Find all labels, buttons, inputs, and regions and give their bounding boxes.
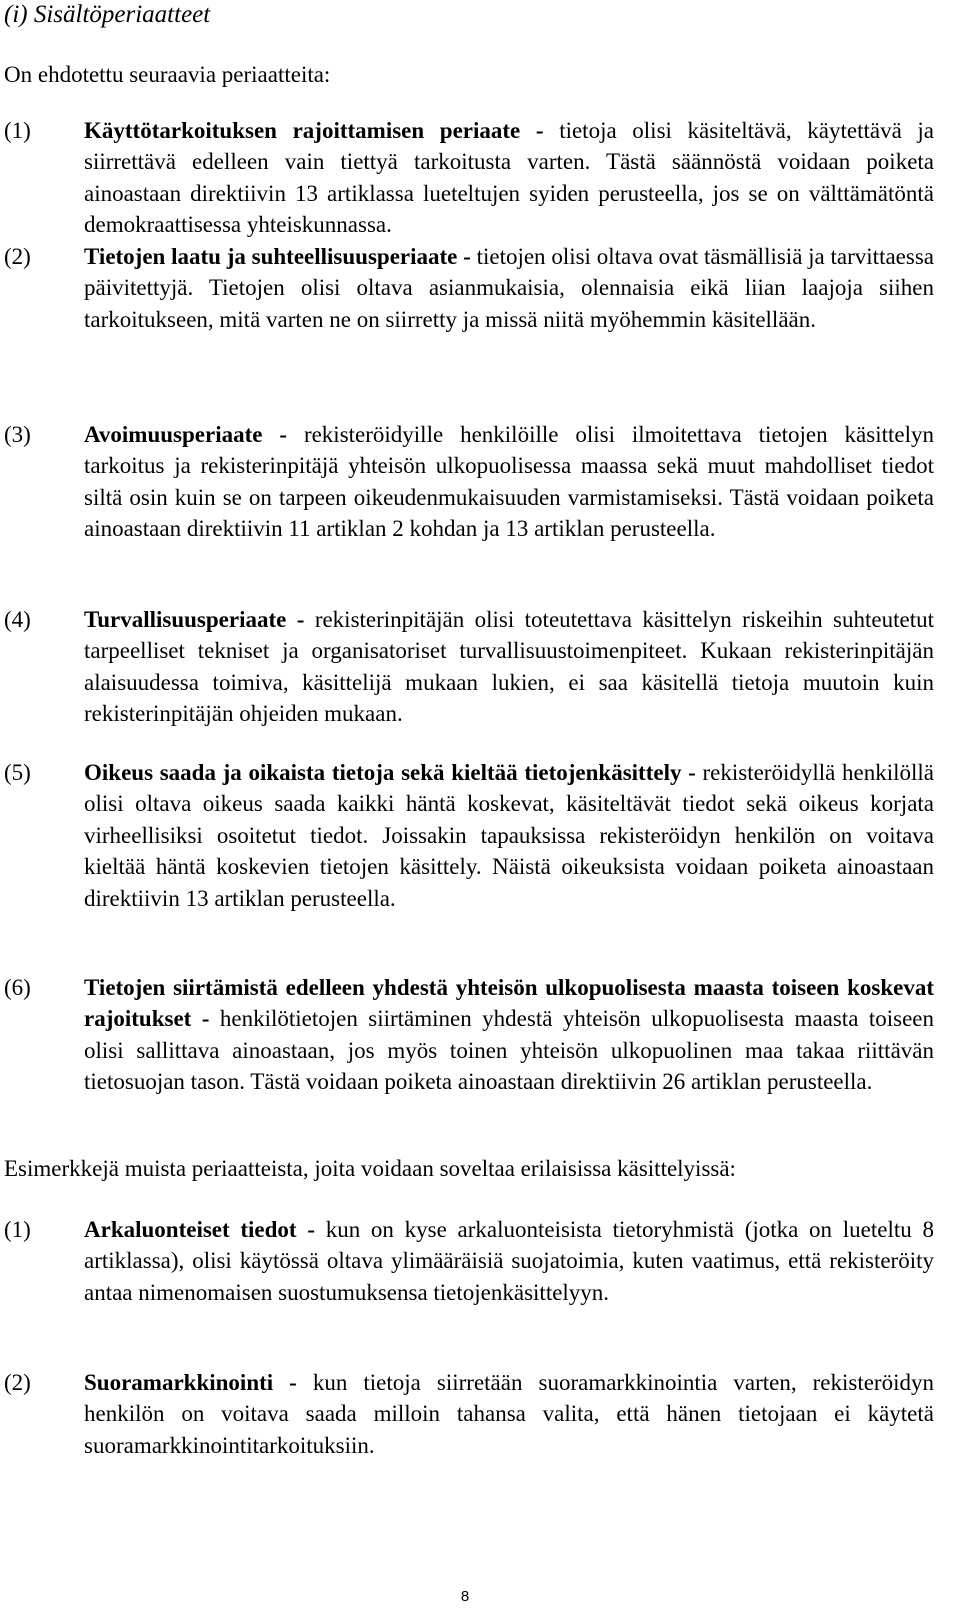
item-text: rekisteröidyille henkilöille olisi ilmoitettava tietojen käsittelyn tarkoitus ja rekisterinpitäjä yhteisön ulkopuolisessa maassa sekä muut mahdolliset tiedot siltä osin kuin se on tarpeen oikeudenmukaisuuden varmistamiseksi. Tästä voidaan poiketa ainoastaan direktiivin 11 artiklan 2 kohdan ja 13 artiklan perusteella.	[84, 422, 934, 542]
item-title: Avoimuusperiaate	[84, 422, 263, 447]
item-separator: -	[520, 118, 560, 143]
item-body	[84, 1367, 934, 1461]
item-separator: -	[262, 422, 304, 447]
item-title: Turvallisuusperiaate	[84, 607, 287, 632]
item-title: Käyttötarkoituksen rajoittamisen periaate	[84, 118, 521, 143]
item-text: rekisterinpitäjän olisi toteutettava käsittelyn riskeihin suhteutetut tarpeelliset tekniset ja organisatoriset turvallisuustoimenpiteet. Kukaan rekisterinpitäjän alaisuudessa toimiva, käsittelijä mukaan lukien, ei saa käsitellä tietoja muutoin kuin rekisterinpitäjän ohjeiden mukaan.	[84, 607, 934, 727]
item-separator: -	[273, 1370, 313, 1395]
item-title: Oikeus saada ja oikaista tietoja sekä kieltää tietojenkäsittely	[84, 760, 682, 785]
item-number: (1)	[4, 1217, 31, 1242]
item-separator: -	[286, 607, 315, 632]
item-separator: -	[296, 1217, 326, 1242]
item-body	[84, 604, 934, 730]
item-body	[84, 419, 934, 545]
item-number: (6)	[4, 975, 31, 1000]
item-text: kun tietoja siirretään suoramarkkinointia varten, rekisteröidyn henkilön on voitava saada milloin tahansa valita, että hänen tietojaan ei käytetä suoramarkkinointitarkoituksiin.	[84, 1370, 934, 1458]
item-text: rekisteröidyllä henkilöllä olisi oltava oikeus saada kaikki häntä koskevat, käsiteltävät tiedot sekä oikeus korjata virheellisiksi osoitetut tiedot. Joissakin tapauksissa rekisteröidyn henkilön on voitava kieltää häntä koskevien tietojen käsittely. Näistä oikeuksista voidaan poiketa ainoastaan direktiivin 13 artiklan perusteella.	[84, 760, 935, 911]
item-number: (3)	[4, 422, 31, 447]
section-heading: (i) Sisältöperiaatteet	[4, 1, 211, 28]
intro-paragraph: On ehdotettu seuraavia periaatteita:	[4, 62, 331, 87]
item-title: Tietojen laatu ja suhteellisuusperiaate	[84, 244, 458, 269]
item-title: Tietojen siirtämistä edelleen yhdestä yhteisön ulkopuolisesta maasta toiseen koskevat rajoitukset	[84, 975, 934, 1032]
item-number: (1)	[4, 118, 31, 143]
item-title: Arkaluonteiset tiedot	[84, 1217, 297, 1242]
item-separator: -	[681, 760, 703, 785]
item-title: Suoramarkkinointi	[84, 1370, 274, 1395]
page-number: 8	[460, 1588, 470, 1605]
item-separator: -	[191, 1006, 220, 1032]
item-number: (2)	[4, 244, 31, 269]
item-text: tietoja olisi käsiteltävä, käytettävä ja siirrettävä edelleen vain tiettyä tarkoitusta varten. Tästä säännöstä voidaan poiketa ainoastaan direktiivin 13 artiklassa lueteltujen syiden perusteella, jos se on välttämätöntä demokraattisessa yhteiskunnassa.	[84, 118, 934, 238]
item-number: (4)	[4, 607, 31, 632]
item-number: (5)	[4, 760, 31, 785]
item-separator: -	[457, 244, 477, 269]
item-text: tietojen olisi oltava ovat täsmällisiä ja tarvittaessa päivitettyjä. Tietojen olisi oltava asianmukaisia, olennaisia eikä liian laajoja siihen tarkoitukseen, mitä varten ne on siirretty ja missä niitä myöhemmin käsitellään.	[84, 244, 934, 332]
item-body	[84, 241, 934, 335]
item-number: (2)	[4, 1370, 31, 1395]
item-body	[84, 972, 934, 1098]
item-body	[84, 757, 934, 914]
item-text: kun on kyse arkaluonteisista tietoryhmistä (jotka on lueteltu 8 artiklassa), olisi käytössä oltava ylimääräisiä suojatoimia, kuten vaatimus, että rekisteröity antaa nimenomaisen suostumuksensa tietojenkäsittelyyn.	[84, 1217, 934, 1305]
item-body	[84, 115, 934, 241]
item-text: henkilötietojen siirtäminen yhdestä yhteisön ulkopuolisesta maasta toiseen olisi sallittava ainoastaan, jos myös toinen yhteisön ulkopuolinen maa takaa riittävän tietosuojan tason. Tästä voidaan poiketa ainoastaan direktiivin 26 artiklan perusteella.	[84, 1006, 934, 1095]
examples-intro-paragraph: Esimerkkejä muista periaatteista, joita voidaan soveltaa erilaisissa käsittelyissä:	[4, 1156, 736, 1181]
item-body	[84, 1214, 934, 1308]
